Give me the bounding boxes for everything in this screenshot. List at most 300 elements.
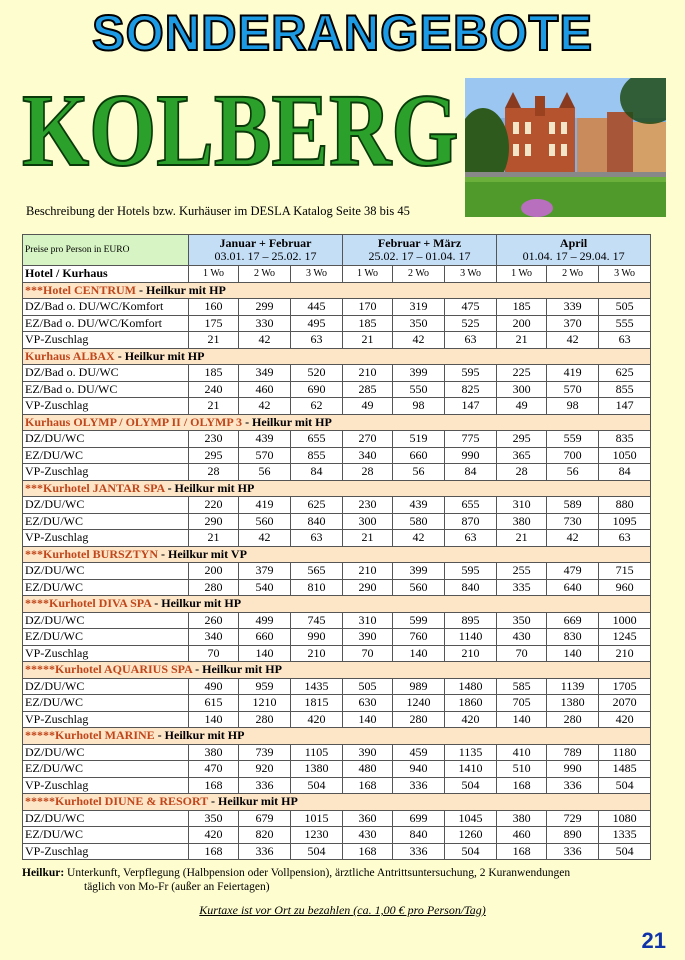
price-cell: 560 <box>393 579 445 596</box>
price-cell: 210 <box>291 645 343 662</box>
price-cell: 960 <box>599 579 651 596</box>
price-cell: 42 <box>547 530 599 547</box>
price-cell: 168 <box>343 777 393 794</box>
room-type-label: DZ/DU/WC <box>23 612 189 629</box>
price-cell: 520 <box>291 365 343 382</box>
price-cell: 319 <box>393 299 445 316</box>
price-row <box>23 365 651 382</box>
price-cell: 28 <box>343 464 393 481</box>
price-cell: 295 <box>189 447 239 464</box>
hotel-cure-type: - Heilkur mit HP <box>114 348 205 363</box>
price-cell: 510 <box>497 761 547 778</box>
price-cell: 540 <box>239 579 291 596</box>
price-cell: 739 <box>239 744 291 761</box>
price-cell: 21 <box>189 398 239 415</box>
price-cell: 140 <box>343 711 393 728</box>
hotel-header-row <box>23 414 651 431</box>
price-cell: 660 <box>393 447 445 464</box>
price-cell: 28 <box>497 464 547 481</box>
price-row <box>23 761 651 778</box>
price-cell: 460 <box>497 827 547 844</box>
price-cell: 1000 <box>599 612 651 629</box>
price-cell: 570 <box>547 381 599 398</box>
price-cell: 210 <box>445 645 497 662</box>
price-cell: 2070 <box>599 695 651 712</box>
room-type-label: EZ/DU/WC <box>23 629 189 646</box>
price-cell: 349 <box>239 365 291 382</box>
price-cell: 430 <box>343 827 393 844</box>
price-cell: 260 <box>189 612 239 629</box>
price-cell: 589 <box>547 497 599 514</box>
price-cell: 599 <box>393 612 445 629</box>
price-cell: 715 <box>599 563 651 580</box>
price-cell: 168 <box>343 843 393 860</box>
price-cell: 1105 <box>291 744 343 761</box>
week-header: 2 Wo <box>393 266 445 283</box>
price-row <box>23 629 651 646</box>
period-name: Februar + März <box>377 236 462 250</box>
price-cell: 775 <box>445 431 497 448</box>
price-cell: 63 <box>445 530 497 547</box>
price-cell: 140 <box>189 711 239 728</box>
price-cell: 140 <box>497 711 547 728</box>
price-table <box>22 234 651 860</box>
week-header: 2 Wo <box>547 266 599 283</box>
price-cell: 699 <box>393 810 445 827</box>
period-header <box>189 235 343 266</box>
hotel-cure-type: - Heilkur mit HP <box>208 794 298 809</box>
room-type-label: VP-Zuschlag <box>23 711 189 728</box>
hotel-header-row <box>23 662 651 679</box>
hotel-cure-type: - Heilkur mit HP <box>242 414 332 429</box>
price-cell: 705 <box>497 695 547 712</box>
price-row <box>23 777 651 794</box>
price-cell: 560 <box>239 513 291 530</box>
price-cell: 42 <box>239 398 291 415</box>
period-header <box>343 235 497 266</box>
price-cell: 63 <box>291 530 343 547</box>
week-header: 3 Wo <box>445 266 497 283</box>
price-cell: 379 <box>239 563 291 580</box>
price-cell: 505 <box>599 299 651 316</box>
price-cell: 28 <box>189 464 239 481</box>
price-cell: 168 <box>497 777 547 794</box>
price-cell: 63 <box>445 332 497 349</box>
room-type-label: EZ/DU/WC <box>23 447 189 464</box>
price-cell: 855 <box>291 447 343 464</box>
price-cell: 580 <box>393 513 445 530</box>
week-header: 3 Wo <box>599 266 651 283</box>
price-cell: 280 <box>189 579 239 596</box>
price-cell: 56 <box>547 464 599 481</box>
price-cell: 1230 <box>291 827 343 844</box>
price-cell: 1240 <box>393 695 445 712</box>
price-row <box>23 678 651 695</box>
price-cell: 21 <box>343 530 393 547</box>
price-cell: 430 <box>497 629 547 646</box>
price-cell: 475 <box>445 299 497 316</box>
room-type-label: DZ/DU/WC <box>23 431 189 448</box>
price-cell: 70 <box>343 645 393 662</box>
price-cell: 336 <box>393 777 445 794</box>
price-cell: 1210 <box>239 695 291 712</box>
price-cell: 870 <box>445 513 497 530</box>
room-type-label: VP-Zuschlag <box>23 777 189 794</box>
price-cell: 340 <box>343 447 393 464</box>
week-header: 1 Wo <box>497 266 547 283</box>
price-cell: 1485 <box>599 761 651 778</box>
price-cell: 1410 <box>445 761 497 778</box>
price-cell: 390 <box>343 744 393 761</box>
room-type-label: EZ/DU/WC <box>23 513 189 530</box>
price-cell: 210 <box>343 563 393 580</box>
week-header: 2 Wo <box>239 266 291 283</box>
price-cell: 270 <box>343 431 393 448</box>
hotel-header-row <box>23 596 651 613</box>
hotel-column-header: Hotel / Kurhaus <box>23 266 189 283</box>
price-cell: 565 <box>291 563 343 580</box>
price-cell: 625 <box>599 365 651 382</box>
room-type-label: EZ/DU/WC <box>23 695 189 712</box>
price-cell: 336 <box>547 777 599 794</box>
price-cell: 835 <box>599 431 651 448</box>
price-cell: 21 <box>497 332 547 349</box>
price-cell: 640 <box>547 579 599 596</box>
room-type-label: EZ/Bad o. DU/WC/Komfort <box>23 315 189 332</box>
price-cell: 147 <box>599 398 651 415</box>
hotel-header-row <box>23 282 651 299</box>
price-cell: 595 <box>445 365 497 382</box>
price-cell: 168 <box>497 843 547 860</box>
price-cell: 300 <box>343 513 393 530</box>
price-row <box>23 612 651 629</box>
price-cell: 504 <box>291 777 343 794</box>
hotel-cure-type: - Heilkur mit VP <box>158 546 247 561</box>
hotel-cure-type: - Heilkur mit HP <box>154 728 245 743</box>
price-cell: 42 <box>239 332 291 349</box>
price-cell: 669 <box>547 612 599 629</box>
price-cell: 255 <box>497 563 547 580</box>
price-cell: 98 <box>547 398 599 415</box>
hotel-name: ***Kurhotel JANTAR SPA <box>25 480 165 495</box>
price-cell: 170 <box>343 299 393 316</box>
price-cell: 390 <box>343 629 393 646</box>
price-row <box>23 695 651 712</box>
price-row <box>23 827 651 844</box>
room-type-label: VP-Zuschlag <box>23 332 189 349</box>
price-cell: 330 <box>239 315 291 332</box>
price-cell: 655 <box>445 497 497 514</box>
price-cell: 555 <box>599 315 651 332</box>
price-cell: 830 <box>547 629 599 646</box>
price-cell: 990 <box>547 761 599 778</box>
price-cell: 445 <box>291 299 343 316</box>
period-dates: 01.04. 17 – 29.04. 17 <box>522 249 625 263</box>
room-type-label: EZ/Bad o. DU/WC <box>23 381 189 398</box>
hotel-cure-type: - Heilkur mit HP <box>136 282 226 297</box>
room-type-label: EZ/DU/WC <box>23 579 189 596</box>
price-row <box>23 513 651 530</box>
prices-label: Preise pro Person in EURO <box>23 235 189 266</box>
room-type-label: DZ/Bad o. DU/WC <box>23 365 189 382</box>
price-cell: 350 <box>393 315 445 332</box>
hotel-cure-type: - Heilkur mit HP <box>192 662 282 677</box>
hotel-name: Kurhaus OLYMP / OLYMP II / OLYMP 3 <box>25 414 243 429</box>
price-cell: 42 <box>239 530 291 547</box>
price-cell: 989 <box>393 678 445 695</box>
price-cell: 380 <box>497 810 547 827</box>
price-cell: 559 <box>547 431 599 448</box>
price-cell: 310 <box>343 612 393 629</box>
price-cell: 840 <box>393 827 445 844</box>
price-cell: 490 <box>189 678 239 695</box>
price-row <box>23 810 651 827</box>
price-cell: 410 <box>497 744 547 761</box>
price-cell: 1705 <box>599 678 651 695</box>
price-cell: 480 <box>343 761 393 778</box>
price-cell: 280 <box>393 711 445 728</box>
period-dates: 03.01. 17 – 25.02. 17 <box>214 249 317 263</box>
hotel-name: *****Kurhotel DIUNE & RESORT <box>25 794 209 809</box>
footer-term: Heilkur: <box>22 867 65 879</box>
price-cell: 420 <box>445 711 497 728</box>
price-cell: 990 <box>445 447 497 464</box>
price-cell: 200 <box>497 315 547 332</box>
price-cell: 290 <box>189 513 239 530</box>
price-cell: 42 <box>547 332 599 349</box>
week-header: 1 Wo <box>343 266 393 283</box>
price-cell: 570 <box>239 447 291 464</box>
price-cell: 504 <box>291 843 343 860</box>
price-cell: 340 <box>189 629 239 646</box>
price-cell: 336 <box>239 777 291 794</box>
price-cell: 225 <box>497 365 547 382</box>
price-cell: 336 <box>547 843 599 860</box>
price-cell: 365 <box>497 447 547 464</box>
week-header: 3 Wo <box>291 266 343 283</box>
price-cell: 760 <box>393 629 445 646</box>
price-cell: 21 <box>189 530 239 547</box>
price-cell: 495 <box>291 315 343 332</box>
room-type-label: VP-Zuschlag <box>23 398 189 415</box>
price-cell: 175 <box>189 315 239 332</box>
price-cell: 550 <box>393 381 445 398</box>
price-row <box>23 497 651 514</box>
price-cell: 1245 <box>599 629 651 646</box>
price-cell: 630 <box>343 695 393 712</box>
price-row <box>23 315 651 332</box>
price-cell: 84 <box>445 464 497 481</box>
price-cell: 729 <box>547 810 599 827</box>
room-type-label: VP-Zuschlag <box>23 645 189 662</box>
price-cell: 56 <box>239 464 291 481</box>
price-cell: 525 <box>445 315 497 332</box>
room-type-label: DZ/Bad o. DU/WC/Komfort <box>23 299 189 316</box>
price-cell: 420 <box>189 827 239 844</box>
hotel-name: Kurhaus ALBAX <box>25 348 115 363</box>
price-cell: 825 <box>445 381 497 398</box>
price-cell: 1480 <box>445 678 497 695</box>
hotel-name-cell <box>23 728 651 745</box>
price-cell: 439 <box>393 497 445 514</box>
price-cell: 419 <box>239 497 291 514</box>
hotel-name: *****Kurhotel AQUARIUS SPA <box>25 662 193 677</box>
price-cell: 420 <box>599 711 651 728</box>
price-cell: 1380 <box>291 761 343 778</box>
price-cell: 625 <box>291 497 343 514</box>
price-cell: 299 <box>239 299 291 316</box>
price-cell: 336 <box>393 843 445 860</box>
price-cell: 519 <box>393 431 445 448</box>
price-cell: 895 <box>445 612 497 629</box>
price-cell: 679 <box>239 810 291 827</box>
price-row <box>23 332 651 349</box>
price-row <box>23 645 651 662</box>
price-cell: 615 <box>189 695 239 712</box>
price-cell: 70 <box>189 645 239 662</box>
price-cell: 1435 <box>291 678 343 695</box>
price-cell: 339 <box>547 299 599 316</box>
price-cell: 168 <box>189 777 239 794</box>
period-dates: 25.02. 17 – 01.04. 17 <box>368 249 471 263</box>
price-cell: 745 <box>291 612 343 629</box>
price-cell: 820 <box>239 827 291 844</box>
price-cell: 220 <box>189 497 239 514</box>
price-cell: 959 <box>239 678 291 695</box>
price-cell: 1180 <box>599 744 651 761</box>
price-cell: 200 <box>189 563 239 580</box>
hotel-header-row <box>23 794 651 811</box>
footer-text: Unterkunft, Verpflegung (Halbpension oder Vollpension), ärztliche Antrittsuntersuchung, 2 Kuranwendungen <box>64 867 571 879</box>
price-cell: 185 <box>189 365 239 382</box>
hotel-header-row <box>23 348 651 365</box>
price-cell: 63 <box>599 332 651 349</box>
price-cell: 1380 <box>547 695 599 712</box>
price-cell: 185 <box>343 315 393 332</box>
hotel-name: *****Kurhotel MARINE <box>25 728 155 743</box>
price-cell: 63 <box>599 530 651 547</box>
price-cell: 585 <box>497 678 547 695</box>
price-row <box>23 563 651 580</box>
price-cell: 880 <box>599 497 651 514</box>
price-cell: 439 <box>239 431 291 448</box>
price-cell: 240 <box>189 381 239 398</box>
price-cell: 63 <box>291 332 343 349</box>
hotel-name-cell <box>23 546 651 563</box>
price-cell: 730 <box>547 513 599 530</box>
price-cell: 230 <box>343 497 393 514</box>
price-cell: 335 <box>497 579 547 596</box>
hotel-header-row <box>23 480 651 497</box>
price-cell: 98 <box>393 398 445 415</box>
price-cell: 62 <box>291 398 343 415</box>
price-cell: 504 <box>599 843 651 860</box>
page-number: 21 <box>641 928 666 953</box>
price-cell: 810 <box>291 579 343 596</box>
price-cell: 504 <box>445 843 497 860</box>
page-title: SONDERANGEBOTE <box>91 5 594 61</box>
price-cell: 840 <box>291 513 343 530</box>
price-row <box>23 579 651 596</box>
price-cell: 595 <box>445 563 497 580</box>
price-cell: 890 <box>547 827 599 844</box>
price-cell: 185 <box>497 299 547 316</box>
hotel-name-cell <box>23 282 651 299</box>
price-cell: 21 <box>343 332 393 349</box>
price-cell: 42 <box>393 332 445 349</box>
price-cell: 505 <box>343 678 393 695</box>
price-cell: 147 <box>445 398 497 415</box>
price-cell: 295 <box>497 431 547 448</box>
hotel-name: ***Kurhotel BURSZTYN <box>25 546 159 561</box>
price-cell: 380 <box>497 513 547 530</box>
price-cell: 140 <box>393 645 445 662</box>
price-cell: 479 <box>547 563 599 580</box>
price-row <box>23 398 651 415</box>
room-type-label: EZ/DU/WC <box>23 827 189 844</box>
price-cell: 280 <box>547 711 599 728</box>
period-header <box>497 235 651 266</box>
price-cell: 990 <box>291 629 343 646</box>
price-cell: 21 <box>497 530 547 547</box>
price-row <box>23 530 651 547</box>
price-cell: 310 <box>497 497 547 514</box>
hotel-header-row <box>23 728 651 745</box>
price-cell: 459 <box>393 744 445 761</box>
hotel-name: ***Hotel CENTRUM <box>25 282 136 297</box>
price-cell: 855 <box>599 381 651 398</box>
town-hall-photo <box>465 78 666 217</box>
price-cell: 336 <box>239 843 291 860</box>
price-cell: 399 <box>393 365 445 382</box>
price-cell: 70 <box>497 645 547 662</box>
price-cell: 940 <box>393 761 445 778</box>
price-cell: 1080 <box>599 810 651 827</box>
price-cell: 1135 <box>445 744 497 761</box>
price-cell: 290 <box>343 579 393 596</box>
room-type-label: VP-Zuschlag <box>23 464 189 481</box>
hotel-name-cell <box>23 480 651 497</box>
hotel-name-cell <box>23 662 651 679</box>
price-cell: 42 <box>393 530 445 547</box>
hotel-name: ****Kurhotel DIVA SPA <box>25 596 152 611</box>
price-cell: 1260 <box>445 827 497 844</box>
period-name: April <box>559 236 588 250</box>
hotel-name-cell <box>23 348 651 365</box>
room-type-label: DZ/DU/WC <box>23 563 189 580</box>
price-cell: 280 <box>239 711 291 728</box>
price-cell: 300 <box>497 381 547 398</box>
room-type-label: VP-Zuschlag <box>23 530 189 547</box>
price-cell: 140 <box>239 645 291 662</box>
footer-text-continued: täglich von Mo-Fr (außer an Feiertagen) <box>84 881 270 893</box>
price-cell: 84 <box>291 464 343 481</box>
price-row <box>23 464 651 481</box>
hotel-name-cell <box>23 794 651 811</box>
price-cell: 419 <box>547 365 599 382</box>
hotel-name-cell <box>23 414 651 431</box>
price-row <box>23 299 651 316</box>
price-cell: 168 <box>189 843 239 860</box>
room-type-label: EZ/DU/WC <box>23 761 189 778</box>
price-row <box>23 744 651 761</box>
price-cell: 700 <box>547 447 599 464</box>
price-cell: 1139 <box>547 678 599 695</box>
room-type-label: DZ/DU/WC <box>23 497 189 514</box>
price-cell: 1140 <box>445 629 497 646</box>
price-cell: 350 <box>189 810 239 827</box>
price-cell: 49 <box>343 398 393 415</box>
